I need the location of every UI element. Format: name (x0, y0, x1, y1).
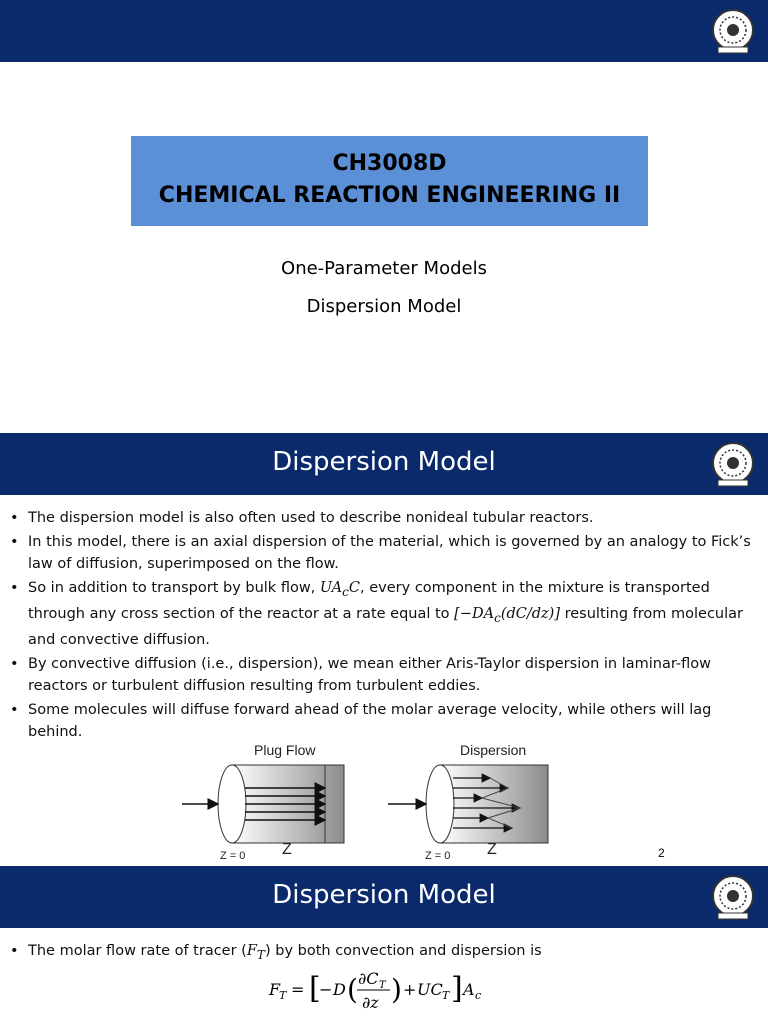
plug-flow-tube (182, 765, 344, 843)
svg-text:[: [ (309, 971, 321, 1006)
svg-text:∂C: ∂C (358, 969, 379, 988)
svg-text:UC: UC (417, 980, 443, 999)
svg-text:T: T (279, 989, 287, 1002)
svg-text:): ) (391, 973, 402, 1006)
molar-flow-equation (265, 962, 505, 1022)
math-expression: $F_T$ (246, 943, 265, 962)
bullet-item: • The dispersion model is also often used to describe nonideal tubular reactors. (10, 507, 762, 529)
plug-z-label: Z (282, 841, 292, 858)
institute-logo-icon (708, 6, 758, 56)
svg-text:∂z: ∂z (362, 993, 379, 1012)
svg-text:c: c (475, 989, 482, 1002)
bullet-list (10, 507, 762, 745)
plug-z0-label: Z = 0 (220, 850, 246, 862)
flow-diagram (170, 758, 560, 858)
dispersion-label: Dispersion (460, 742, 527, 758)
slide-header-bar (0, 433, 768, 495)
svg-text:D: D (333, 980, 346, 999)
svg-text:+: + (403, 980, 417, 999)
svg-text:T: T (442, 989, 450, 1002)
svg-text:]: ] (451, 971, 463, 1006)
svg-text:A: A (463, 980, 475, 999)
svg-text:(: ( (347, 973, 358, 1006)
dispersion-z-label: Z (487, 841, 497, 858)
dispersion-z0-label: Z = 0 (425, 850, 451, 862)
subtitle-dispersion-model: Dispersion Model (306, 296, 462, 317)
svg-text:T: T (379, 980, 386, 991)
slide-title (0, 0, 768, 430)
subtitle-one-parameter: One-Parameter Models (281, 258, 487, 279)
svg-text:=: = (291, 980, 305, 999)
course-code: CH3008D (332, 151, 447, 176)
bullet-item: • Some molecules will diffuse forward ahead of the molar average velocity, while others will lag behind. (10, 699, 762, 743)
page-number: 2 (658, 846, 665, 860)
slide-title: Dispersion Model (272, 447, 496, 477)
institute-logo-icon (708, 872, 758, 922)
svg-text:F: F (269, 980, 281, 999)
bullet-item: • The molar flow rate of tracer $(F_T)$ by both convection and dispersion is (10, 940, 762, 966)
svg-text:−: − (319, 980, 333, 999)
slide-dispersion-model-1 (0, 433, 768, 866)
slide-dispersion-model-2 (0, 866, 768, 1024)
bullet-item: • By convective diffusion (i.e., dispersion), we mean either Aris-Taylor dispersion in laminar-flow reactors or turbulent diffusion resulting from turbulent eddies. (10, 653, 762, 697)
slide-title: Dispersion Model (272, 880, 496, 910)
bullet-item: • So in addition to transport by bulk flow, $UA_cC$, every component in the mixture is transported through any cross section of the reactor at a rate equal to $[-DA_c(dC/dz)]$ resulting from molecular and convective diffusion. (10, 577, 762, 651)
math-expression: $UA_cC$ (319, 580, 361, 599)
course-title-box (131, 136, 648, 226)
dispersion-tube (388, 765, 548, 843)
bullet-item: • In this model, there is an axial dispersion of the material, which is governed by an analogy to Fick’s law of diffusion, superimposed on the flow. (10, 531, 762, 575)
slide-header-bar (0, 866, 768, 928)
institute-logo-icon (708, 439, 758, 489)
course-name: CHEMICAL REACTION ENGINEERING II (158, 183, 621, 208)
math-expression: $[-DA_c(dC/dz)]$ (454, 605, 560, 625)
slide-header-bar (0, 0, 768, 62)
plug-flow-label: Plug Flow (254, 742, 316, 758)
